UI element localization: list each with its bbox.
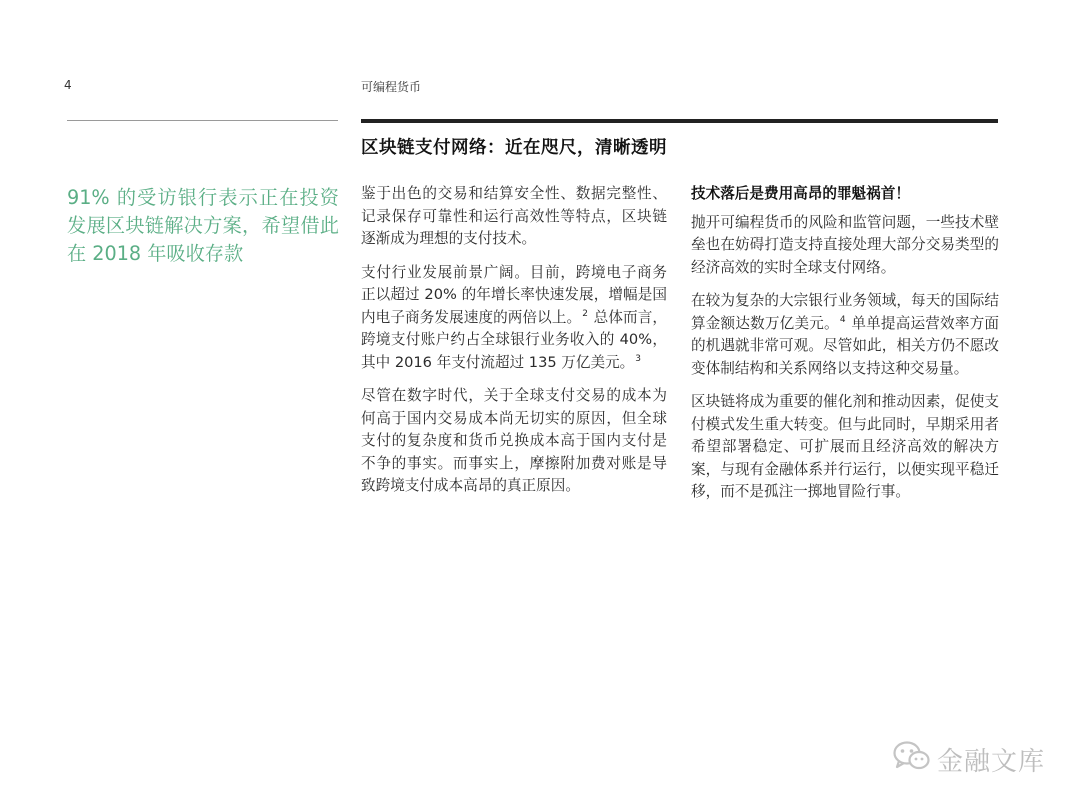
running-header: 可编程货币 (361, 80, 422, 94)
footnote-ref[interactable]: 4 (839, 314, 846, 325)
paragraph: 抛开可编程货币的风险和监管问题，一些技术壁垒也在妨碍打造支持直接处理大部分交易类型的经济高效的实时全球支付网络。 (691, 213, 999, 276)
left-divider (67, 120, 338, 121)
footnote-ref[interactable]: 2 (582, 308, 588, 319)
paragraph-text: 单单提高运营效率方面的机遇就非常可观。尽管如此，相关方仍不愿改变体制结构和关系网络以支持这种交易量。 (691, 314, 999, 377)
watermark-text: 金融文库 (937, 747, 1046, 777)
section-title: 区块链支付网络：近在咫尺，清晰透明 (361, 138, 667, 158)
body-column-2 (691, 183, 999, 515)
body-column-1 (361, 183, 667, 509)
paragraph (361, 262, 667, 375)
paragraph-text: 支付行业发展前景广阔。目前，跨境电子商务正以超过 20% 的年增长率快速发展，增幅是国内电子商务发展速度的两倍以上。 (361, 263, 667, 326)
paragraph-text: 总体而言，跨境支付账户约占全球银行业务收入的 40%，其中 2016 年支付流超过 135 万亿美元。 (361, 308, 667, 371)
section-rule (361, 119, 998, 123)
paragraph: 鉴于出色的交易和结算安全性、数据完整性、记录保存可靠性和运行高效性等特点，区块链逐渐成为理想的支付技术。 (361, 185, 667, 247)
paragraph-text: 在较为复杂的大宗银行业务领域，每天的国际结算金额达数万亿美元。 (691, 292, 999, 332)
paragraph: 尽管在数字时代，关于全球支付交易的成本为何高于国内交易成本尚无切实的原因，但全球支付的复杂度和货币兑换成本高于国内支付是不争的事实。而事实上，摩擦附加费对账是导致跨境支付成本高昂的真正原因。 (361, 387, 667, 494)
column-heading: 技术落后是费用高昂的罪魁祸首！ (691, 185, 910, 202)
pull-quote: 91% 的受访银行表示正在投资发展区块链解决方案，希望借此在 2018 年吸收存款 (67, 186, 339, 265)
page-number: 4 (64, 78, 72, 92)
paragraph (691, 290, 999, 380)
footnote-ref[interactable]: 3 (635, 353, 642, 364)
watermark (893, 740, 1045, 779)
wechat-icon (893, 740, 931, 779)
paragraph: 区块链将成为重要的催化剂和推动因素，促使支付模式发生重大转变。但与此同时，早期采用者希望部署稳定、可扩展而且经济高效的解决方案，与现有金融体系并行运行，以便实现平稳迁移，而不是孤注一掷地冒险行事。 (691, 393, 999, 500)
